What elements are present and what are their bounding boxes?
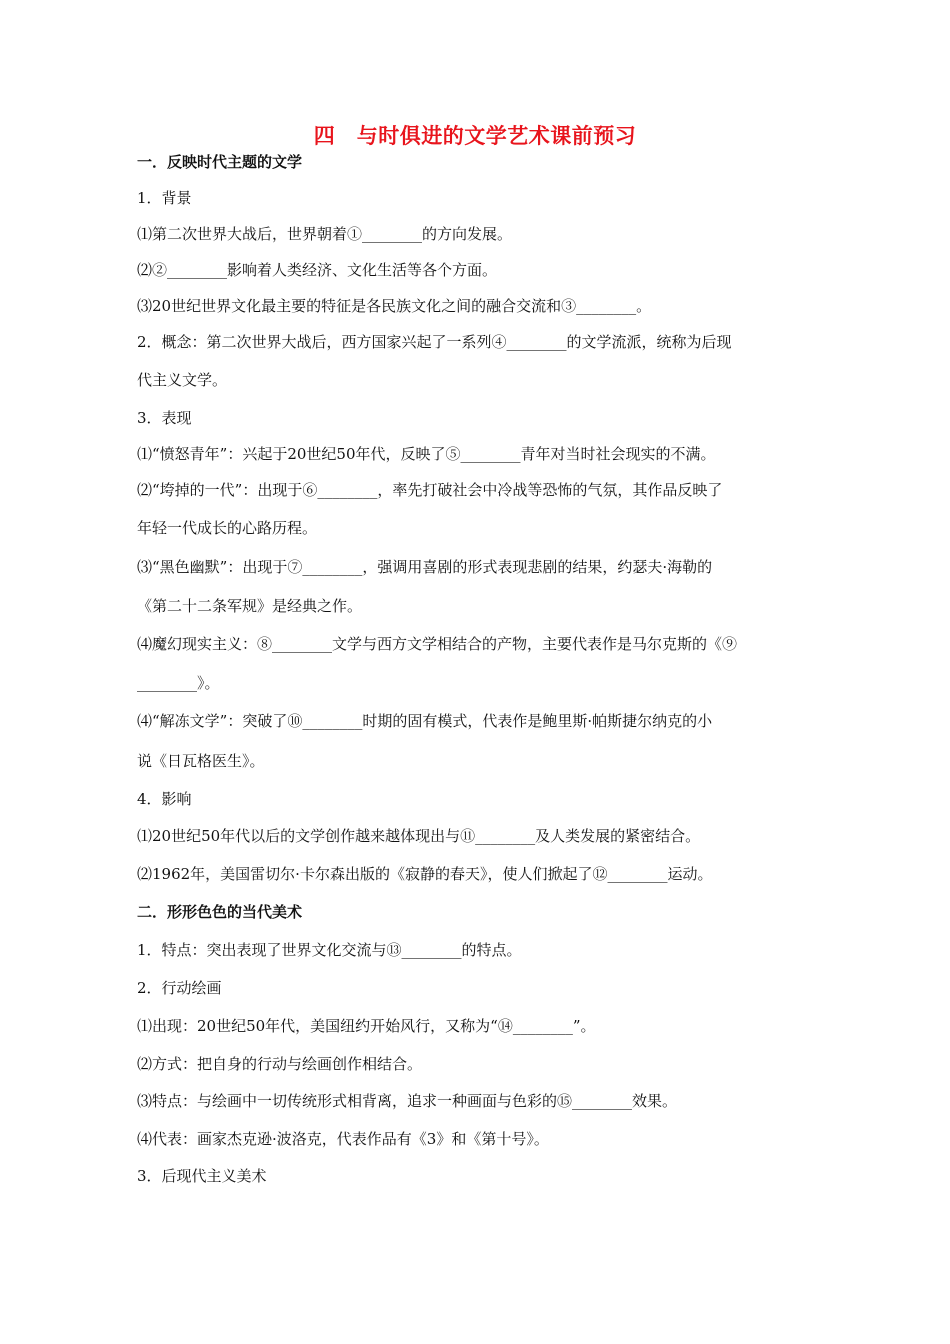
text-line: ⑵“垮掉的一代”：出现于⑥________，率先打破社会中冷战等恐怖的气氛，其作品反映了 xyxy=(137,481,723,499)
text-line: 代主义文学。 xyxy=(137,371,228,389)
subsection-postmodern-art: 3．后现代主义美术 xyxy=(137,1167,267,1185)
text-line: ⑴出现：20世纪50年代，美国纽约开始风行，又称为“⑭________”。 xyxy=(137,1017,596,1035)
subsection-background: 1．背景 xyxy=(137,189,192,207)
text-line: ⑴“愤怒青年”：兴起于20世纪50年代，反映了⑤________青年对当时社会现实的不满。 xyxy=(137,445,716,463)
text-line: 《第二十二条军规》是经典之作。 xyxy=(137,597,363,615)
section-heading-literature: 一．反映时代主题的文学 xyxy=(137,153,303,171)
text-line: ⑴20世纪50年代以后的文学创作越来越体现出与⑪________及人类发展的紧密结合。 xyxy=(137,827,701,845)
text-line: 2．概念：第二次世界大战后，西方国家兴起了一系列④________的文学流派，统称为后现 xyxy=(137,333,732,351)
text-line: ⑶“黑色幽默”：出现于⑦________，强调用喜剧的形式表现悲剧的结果，约瑟夫·海勒的 xyxy=(137,558,713,576)
subsection-action-painting: 2．行动绘画 xyxy=(137,979,222,997)
text-line: ⑶20世纪世界文化最主要的特征是各民族文化之间的融合交流和③________。 xyxy=(137,297,652,315)
text-line: ⑷“解冻文学”：突破了⑩________时期的固有模式，代表作是鲍里斯·帕斯捷尔纳克的小 xyxy=(137,712,713,730)
text-line: ⑵②________影响着人类经济、文化生活等各个方面。 xyxy=(137,261,498,279)
text-line: ⑷魔幻现实主义：⑧________文学与西方文学相结合的产物，主要代表作是马尔克斯的《⑨ xyxy=(137,635,738,653)
text-line: ⑵1962年，美国雷切尔·卡尔森出版的《寂静的春天》，使人们掀起了⑫________运动。 xyxy=(137,865,713,883)
text-line: 1．特点：突出表现了世界文化交流与⑬________的特点。 xyxy=(137,941,522,959)
text-line: 说《日瓦格医生》。 xyxy=(137,752,265,770)
text-line: ________》。 xyxy=(137,674,220,692)
text-line: 年轻一代成长的心路历程。 xyxy=(137,519,318,537)
subsection-influence: 4．影响 xyxy=(137,790,192,808)
section-heading-art: 二．形形色色的当代美术 xyxy=(137,903,303,921)
document-title: 四 与时俱进的文学艺术课前预习 xyxy=(313,124,637,148)
text-line: ⑶特点：与绘画中一切传统形式相背离，追求一种画面与色彩的⑮________效果。 xyxy=(137,1092,678,1110)
text-line: ⑵方式：把自身的行动与绘画创作相结合。 xyxy=(137,1055,423,1073)
subsection-manifestation: 3．表现 xyxy=(137,409,192,427)
text-line: ⑴第二次世界大战后，世界朝着①________的方向发展。 xyxy=(137,225,513,243)
text-line: ⑷代表：画家杰克逊·波洛克，代表作品有《3》和《第十号》。 xyxy=(137,1130,549,1148)
